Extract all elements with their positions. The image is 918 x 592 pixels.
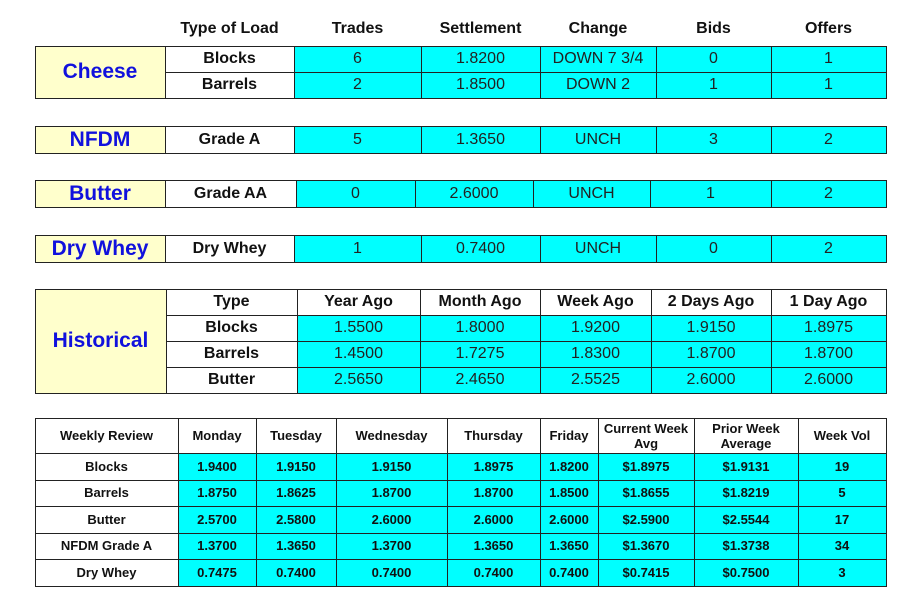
weekly-value-cell: 1.8700: [447, 480, 540, 507]
weekly-value-cell: 1.8975: [447, 453, 540, 480]
historical-value-cell: 1.7275: [420, 341, 540, 367]
weekly-value-cell: 17: [798, 506, 886, 533]
weekly-value-cell: $1.3670: [598, 533, 694, 560]
historical-value-cell: 2.5650: [297, 367, 420, 393]
weekly-value-cell: 1.8625: [256, 480, 336, 507]
historical-header-4: 2 Days Ago: [651, 289, 771, 315]
offers-cell: 1: [771, 46, 886, 72]
commodity-block-border: [35, 126, 887, 154]
weekly-value-cell: 2.6000: [540, 506, 598, 533]
row-divider: [166, 315, 886, 316]
weekly-value-cell: $1.9131: [694, 453, 798, 480]
commodity-label-cheese: Cheese: [35, 46, 165, 98]
cell-divider: [540, 235, 541, 262]
summary-header-bids: Bids: [696, 20, 731, 37]
cell-divider: [533, 180, 534, 207]
historical-value-cell: 2.5525: [540, 367, 651, 393]
trades-cell: 5: [294, 126, 421, 153]
bids-cell: 1: [656, 72, 771, 98]
historical-value-cell: 1.5500: [297, 315, 420, 341]
cell-divider: [650, 180, 651, 207]
weekly-value-cell: 1.8750: [178, 480, 256, 507]
cell-divider: [165, 126, 166, 153]
row-divider: [166, 341, 886, 342]
settlement-cell: 1.8200: [421, 46, 540, 72]
historical-value-cell: 1.8000: [420, 315, 540, 341]
cell-divider: [771, 180, 772, 207]
trades-cell: 0: [296, 180, 415, 207]
bids-cell: 3: [656, 126, 771, 153]
cell-divider: [656, 46, 657, 98]
load-type-cell: Grade AA: [165, 180, 296, 207]
weekly-header-6: Current Week Avg: [598, 418, 694, 453]
row-divider: [35, 533, 886, 534]
weekly-row-label: Barrels: [35, 480, 178, 507]
historical-value-cell: 2.6000: [651, 367, 771, 393]
cell-divider: [771, 126, 772, 153]
cell-divider: [421, 46, 422, 98]
weekly-value-cell: $1.8655: [598, 480, 694, 507]
load-type-cell: Grade A: [165, 126, 294, 153]
cell-divider: [165, 46, 166, 98]
weekly-value-cell: $2.5900: [598, 506, 694, 533]
offers-cell: 2: [771, 126, 886, 153]
cell-divider: [771, 46, 772, 98]
commodity-label-nfdm: NFDM: [35, 126, 165, 153]
cell-divider: [294, 235, 295, 262]
weekly-value-cell: 2.6000: [336, 506, 447, 533]
bids-cell: 0: [656, 46, 771, 72]
historical-header-1: Year Ago: [297, 289, 420, 315]
weekly-value-cell: 1.3650: [540, 533, 598, 560]
settlement-cell: 2.6000: [415, 180, 533, 207]
weekly-value-cell: 0.7475: [178, 559, 256, 586]
historical-header-2: Month Ago: [420, 289, 540, 315]
weekly-row-label: NFDM Grade A: [35, 533, 178, 560]
row-divider: [166, 367, 886, 368]
trades-cell: 6: [294, 46, 421, 72]
cell-divider: [165, 235, 166, 262]
weekly-value-cell: 19: [798, 453, 886, 480]
cell-divider: [178, 418, 179, 586]
weekly-value-cell: 0.7400: [256, 559, 336, 586]
weekly-value-cell: 1.3650: [256, 533, 336, 560]
settlement-cell: 0.7400: [421, 235, 540, 262]
row-divider: [35, 453, 886, 454]
weekly-value-cell: 0.7400: [540, 559, 598, 586]
load-type-cell: Barrels: [165, 72, 294, 98]
cell-divider: [296, 180, 297, 207]
weekly-value-cell: 1.8200: [540, 453, 598, 480]
historical-value-cell: 1.8300: [540, 341, 651, 367]
cell-divider: [421, 126, 422, 153]
historical-row-label: Barrels: [166, 341, 297, 367]
settlement-cell: 1.3650: [421, 126, 540, 153]
bids-cell: 0: [656, 235, 771, 262]
cell-divider: [540, 418, 541, 586]
weekly-row-label: Dry Whey: [35, 559, 178, 586]
cell-divider: [598, 418, 599, 586]
load-type-cell: Dry Whey: [165, 235, 294, 262]
historical-value-cell: 1.8975: [771, 315, 886, 341]
change-cell: DOWN 7 3/4: [540, 46, 656, 72]
cell-divider: [540, 46, 541, 98]
offers-cell: 1: [771, 72, 886, 98]
offers-cell: 2: [771, 235, 886, 262]
summary-header-change: Change: [568, 20, 628, 37]
summary-header-trades: Trades: [331, 20, 384, 37]
historical-value-cell: 2.6000: [771, 367, 886, 393]
weekly-value-cell: 1.9400: [178, 453, 256, 480]
weekly-header-7: Prior Week Average: [694, 418, 798, 453]
historical-value-cell: 1.9200: [540, 315, 651, 341]
weekly-value-cell: 1.9150: [256, 453, 336, 480]
row-divider: [35, 506, 886, 507]
weekly-value-cell: 1.8700: [336, 480, 447, 507]
historical-header-0: Type: [166, 289, 297, 315]
weekly-value-cell: 1.9150: [336, 453, 447, 480]
cell-divider: [421, 235, 422, 262]
trades-cell: 1: [294, 235, 421, 262]
weekly-value-cell: 1.3700: [178, 533, 256, 560]
cell-divider: [415, 180, 416, 207]
weekly-border: [35, 418, 887, 587]
cell-divider: [656, 126, 657, 153]
historical-value-cell: 1.9150: [651, 315, 771, 341]
historical-row-label: Blocks: [166, 315, 297, 341]
historical-value-cell: 1.8700: [651, 341, 771, 367]
weekly-value-cell: 1.3650: [447, 533, 540, 560]
commodity-block-border: [35, 180, 887, 208]
cell-divider: [694, 418, 695, 586]
weekly-header-3: Wednesday: [336, 418, 447, 453]
commodity-block-border: [35, 46, 887, 99]
cell-divider: [798, 418, 799, 586]
change-cell: UNCH: [533, 180, 650, 207]
weekly-header-8: Week Vol: [798, 418, 886, 453]
summary-header-settlement: Settlement: [439, 20, 522, 37]
cell-divider: [294, 126, 295, 153]
weekly-row-label: Blocks: [35, 453, 178, 480]
historical-label: Historical: [35, 289, 166, 393]
weekly-value-cell: $0.7500: [694, 559, 798, 586]
trades-cell: 2: [294, 72, 421, 98]
weekly-value-cell: $1.8219: [694, 480, 798, 507]
row-divider: [35, 559, 886, 560]
weekly-value-cell: $1.8975: [598, 453, 694, 480]
weekly-header-0: Weekly Review: [35, 418, 178, 453]
weekly-value-cell: 1.3700: [336, 533, 447, 560]
weekly-header-1: Monday: [178, 418, 256, 453]
cell-divider: [447, 418, 448, 586]
weekly-value-cell: 2.6000: [447, 506, 540, 533]
weekly-value-cell: $0.7415: [598, 559, 694, 586]
change-cell: UNCH: [540, 235, 656, 262]
load-type-cell: Blocks: [165, 46, 294, 72]
historical-value-cell: 2.4650: [420, 367, 540, 393]
weekly-value-cell: 1.8500: [540, 480, 598, 507]
weekly-value-cell: 3: [798, 559, 886, 586]
cell-divider: [771, 235, 772, 262]
historical-row-label: Butter: [166, 367, 297, 393]
cell-divider: [294, 46, 295, 98]
weekly-value-cell: 34: [798, 533, 886, 560]
cell-divider: [656, 235, 657, 262]
weekly-value-cell: 2.5800: [256, 506, 336, 533]
settlement-cell: 1.8500: [421, 72, 540, 98]
offers-cell: 2: [771, 180, 886, 207]
historical-header-3: Week Ago: [540, 289, 651, 315]
change-cell: DOWN 2: [540, 72, 656, 98]
historical-value-cell: 1.8700: [771, 341, 886, 367]
cell-divider: [540, 126, 541, 153]
cell-divider: [165, 180, 166, 207]
commodity-label-butter: Butter: [35, 180, 165, 207]
commodity-block-border: [35, 235, 887, 263]
cell-divider: [336, 418, 337, 586]
weekly-header-5: Friday: [540, 418, 598, 453]
weekly-header-4: Thursday: [447, 418, 540, 453]
weekly-header-2: Tuesday: [256, 418, 336, 453]
bids-cell: 1: [650, 180, 771, 207]
weekly-value-cell: 2.5700: [178, 506, 256, 533]
historical-header-5: 1 Day Ago: [771, 289, 886, 315]
row-divider: [35, 480, 886, 481]
weekly-row-label: Butter: [35, 506, 178, 533]
weekly-value-cell: $1.3738: [694, 533, 798, 560]
change-cell: UNCH: [540, 126, 656, 153]
historical-value-cell: 1.4500: [297, 341, 420, 367]
weekly-value-cell: $2.5544: [694, 506, 798, 533]
summary-header-offers: Offers: [804, 20, 853, 37]
weekly-value-cell: 0.7400: [447, 559, 540, 586]
summary-header-type: Type of Load: [180, 20, 279, 37]
cell-divider: [256, 418, 257, 586]
weekly-value-cell: 5: [798, 480, 886, 507]
commodity-label-dry-whey: Dry Whey: [35, 235, 165, 262]
weekly-value-cell: 0.7400: [336, 559, 447, 586]
